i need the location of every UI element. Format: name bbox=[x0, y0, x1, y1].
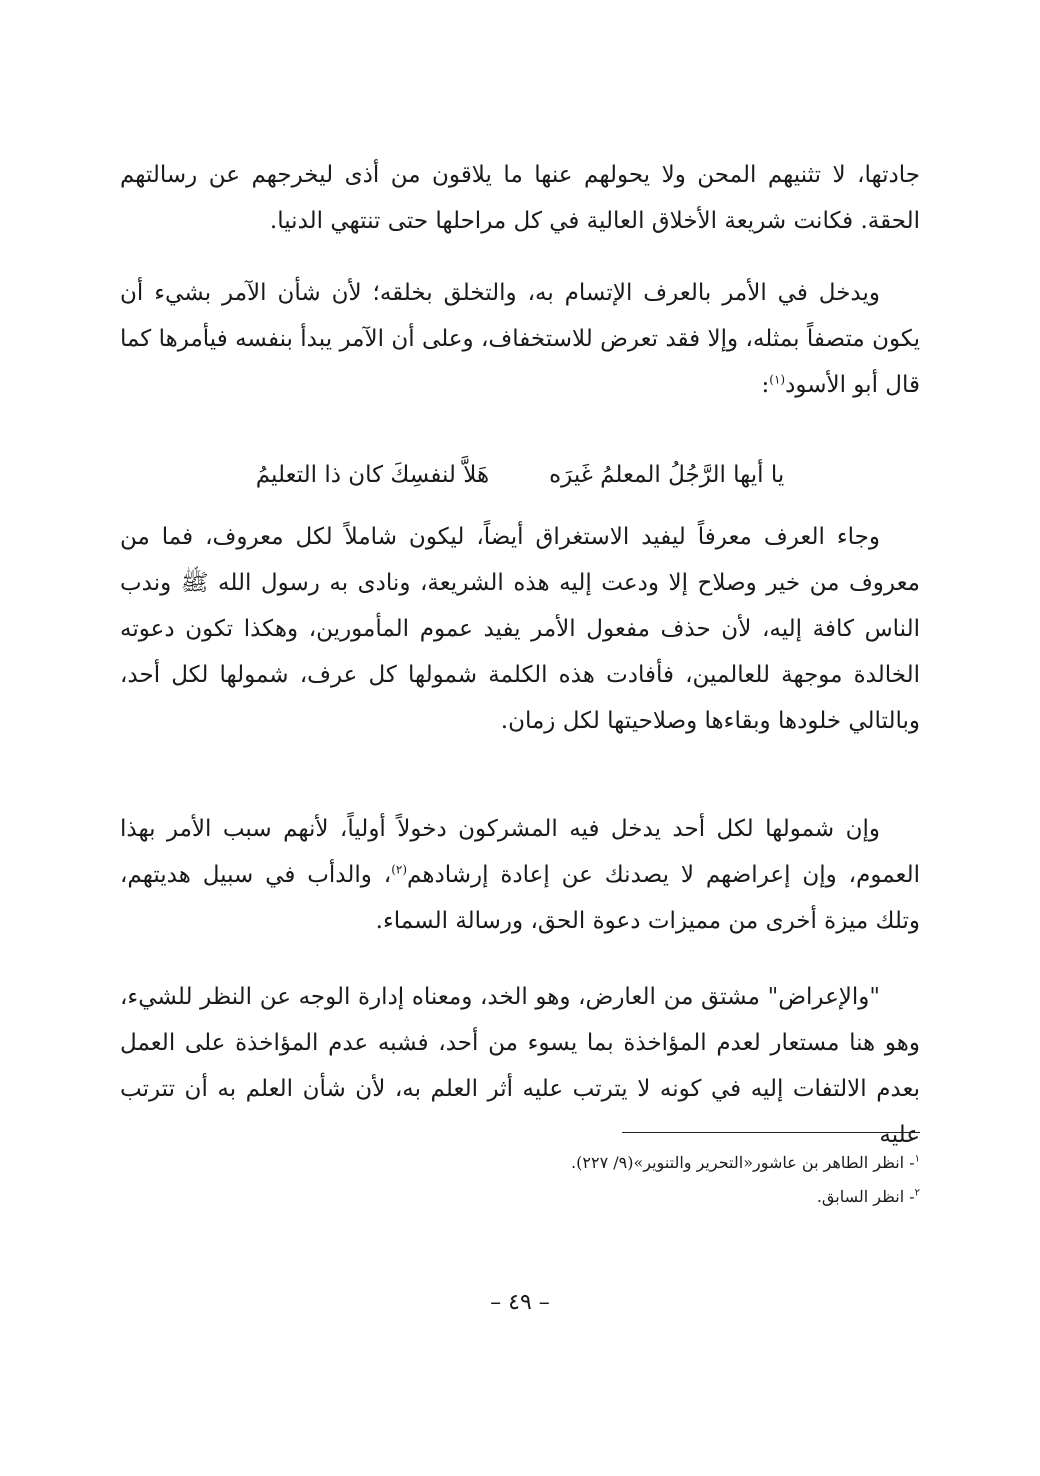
footnote-1 bbox=[120, 1146, 920, 1180]
footnote-1-text: - انظر الطاهر بن عاشور«التحرير والتنوير»(٩/ ٢٢٧). bbox=[571, 1153, 915, 1172]
footnote-divider bbox=[622, 1132, 920, 1133]
verse-first-hemistich: يا أيها الرَّجُلُ المعلمُ غَيرَه bbox=[549, 462, 785, 488]
footnote-ref-2[interactable]: (٢) bbox=[391, 862, 408, 877]
footnote-2-number: ٢ bbox=[914, 1187, 920, 1199]
footnote-1-number: ١ bbox=[914, 1153, 920, 1165]
paragraph-4-body: وإن شمولها لكل أحد يدخل فيه المشركون دخولاً أولياً، لأنهم سبب الأمر بهذا العموم، وإن إعراضهم لا يصدنك عن إعادة إرشادهم bbox=[120, 816, 920, 888]
paragraph-5-text: "والإعراض" مشتق من العارض، وهو الخد، ومعناه إدارة الوجه عن النظر للشيء، وهو هنا مستعار لعدم المؤاخذة بما يسوء من أحد، فشبه عدم المؤاخذة على العمل بعدم الالتفات إليه في كونه لا يترتب عليه أثر العلم به، لأن شأن العلم به أن تترتب عليه bbox=[120, 984, 920, 1148]
page-number: – ٤٩ – bbox=[490, 1290, 550, 1315]
paragraph-2 bbox=[120, 270, 920, 408]
paragraph-4-tail: ، والدأب في سبيل هديتهم، وتلك ميزة أخرى من مميزات دعوة الحق، ورسالة السماء. bbox=[120, 862, 920, 934]
paragraph-1-text: جادتها، لا تثنيهم المحن ولا يحولهم عنها ما يلاقون من أذى ليخرجهم عن رسالتهم الحقة. فكانت شريعة الأخلاق العالية في كل مراحلها حتى تنتهي الدنيا. bbox=[120, 162, 920, 234]
paragraph-3 bbox=[120, 514, 920, 744]
paragraph-2-body: ويدخل في الأمر بالعرف الإتسام به، والتخلق بخلقه؛ لأن شأن الآمر بشيء أن يكون متصفاً بمثله، وإلا فقد تعرض للاستخفاف، وعلى أن الآمر يبدأ بنفسه فيأمرها كما قال أبو الأسود bbox=[120, 280, 920, 398]
paragraph-4-text bbox=[120, 806, 920, 944]
poetry-verse bbox=[120, 452, 920, 498]
paragraph-2-text bbox=[120, 270, 920, 408]
paragraph-1 bbox=[120, 152, 920, 244]
footnote-2-text: - انظر السابق. bbox=[816, 1187, 915, 1206]
paragraph-4 bbox=[120, 806, 920, 944]
footnote-ref-1[interactable]: (١) bbox=[769, 372, 786, 387]
footnote-2 bbox=[120, 1180, 920, 1214]
paragraph-5 bbox=[120, 974, 920, 1158]
verse-second-hemistich: هَلاَّ لنفسِكَ كان ذا التعليمُ bbox=[255, 462, 490, 488]
paragraph-2-tail: : bbox=[761, 372, 770, 398]
paragraph-3-text: وجاء العرف معرفاً ليفيد الاستغراق أيضاً، ليكون شاملاً لكل معروف، فما من معروف من خير وصلاح إلا ودعت إليه هذه الشريعة، ونادى به رسول الله ﷺ وندب الناس كافة إليه، لأن حذف مفعول الأمر يفيد عموم المأمورين، وهكذا تكون دعوته الخالدة موجهة للعالمين، فأفادت هذه الكلمة شمولها كل عرف، شمولها لكل أحد، وبالتالي خلودها وبقاءها وصلاحيتها لكل زمان. bbox=[120, 524, 921, 734]
footnotes bbox=[120, 1146, 920, 1214]
